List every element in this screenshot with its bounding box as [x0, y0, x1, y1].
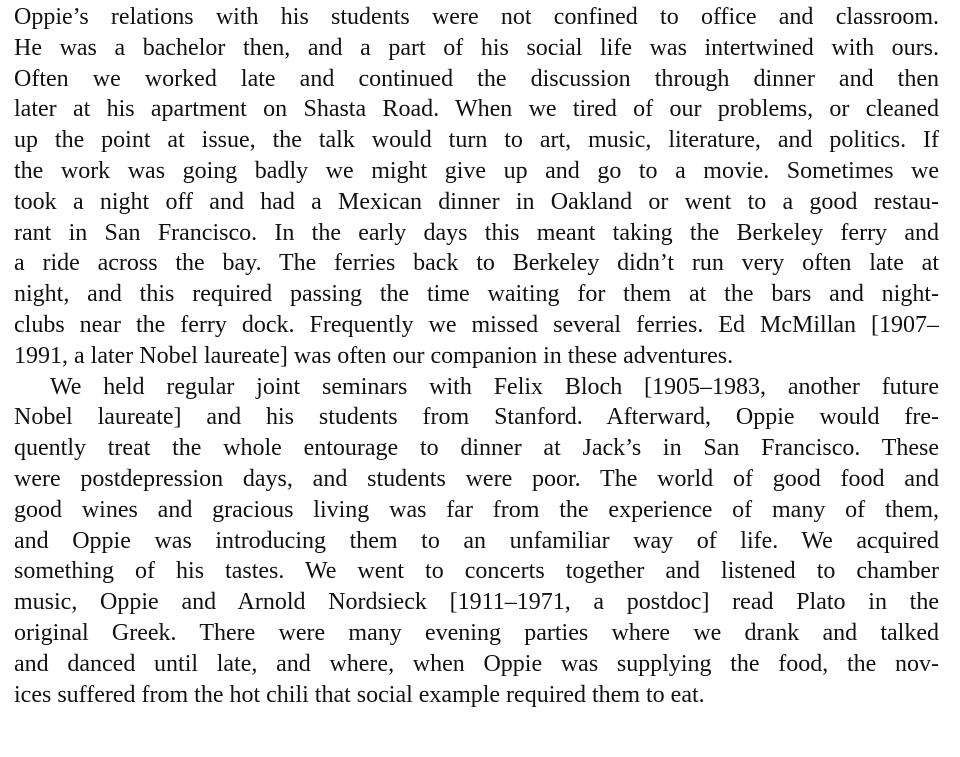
paragraph-2 [14, 372, 939, 711]
text-line: night, and this required passing the time waiting for them at the bars and night- [14, 281, 939, 308]
text-line: and Oppie was introducing them to an unfamiliar way of life. We acquired [14, 527, 939, 554]
text-line: Often we worked late and continued the discussion through dinner and then [14, 65, 939, 92]
text-line: good wines and gracious living was far from the experience of many of them, [14, 496, 939, 523]
text-line: a ride across the bay. The ferries back to Berkeley didn’t run very often late at [14, 250, 939, 277]
text-line: were postdepression days, and students were poor. The world of good food and [14, 465, 939, 492]
text-line: Nobel laureate] and his students from Stanford. Afterward, Oppie would fre- [14, 404, 939, 431]
text-line: He was a bachelor then, and a part of his social life was intertwined with ours. [14, 34, 939, 61]
text-line: original Greek. There were many evening parties where we drank and talked [14, 619, 939, 646]
text-line: up the point at issue, the talk would turn to art, music, literature, and politics. If [14, 127, 939, 154]
text-line: ices suffered from the hot chili that social example required them to eat. [14, 681, 705, 708]
document-page [14, 2, 939, 710]
text-line: music, Oppie and Arnold Nordsieck [1911–1971, a postdoc] read Plato in the [14, 589, 939, 616]
text-line: the work was going badly we might give up and go to a movie. Sometimes we [14, 157, 939, 184]
text-line: quently treat the whole entourage to dinner at Jack’s in San Francisco. These [14, 435, 939, 462]
text-line: and danced until late, and where, when Oppie was supplying the food, the nov- [14, 650, 939, 677]
text-line: took a night off and had a Mexican dinner in Oakland or went to a good restau- [14, 188, 939, 215]
text-line: Oppie’s relations with his students were not confined to office and classroom. [14, 4, 939, 30]
text-line: 1991, a later Nobel laureate] was often our companion in these adventures. [14, 342, 734, 369]
text-line: We held regular joint seminars with Felix Bloch [1905–1983, another future [50, 373, 939, 400]
text-line: clubs near the ferry dock. Frequently we missed several ferries. Ed McMillan [1907– [14, 311, 939, 338]
text-line: later at his apartment on Shasta Road. When we tired of our problems, or cleaned [14, 96, 939, 123]
paragraph-1 [14, 2, 939, 372]
text-line: rant in San Francisco. In the early days this meant taking the Berkeley ferry and [14, 219, 939, 246]
text-line: something of his tastes. We went to concerts together and listened to chamber [14, 558, 939, 585]
